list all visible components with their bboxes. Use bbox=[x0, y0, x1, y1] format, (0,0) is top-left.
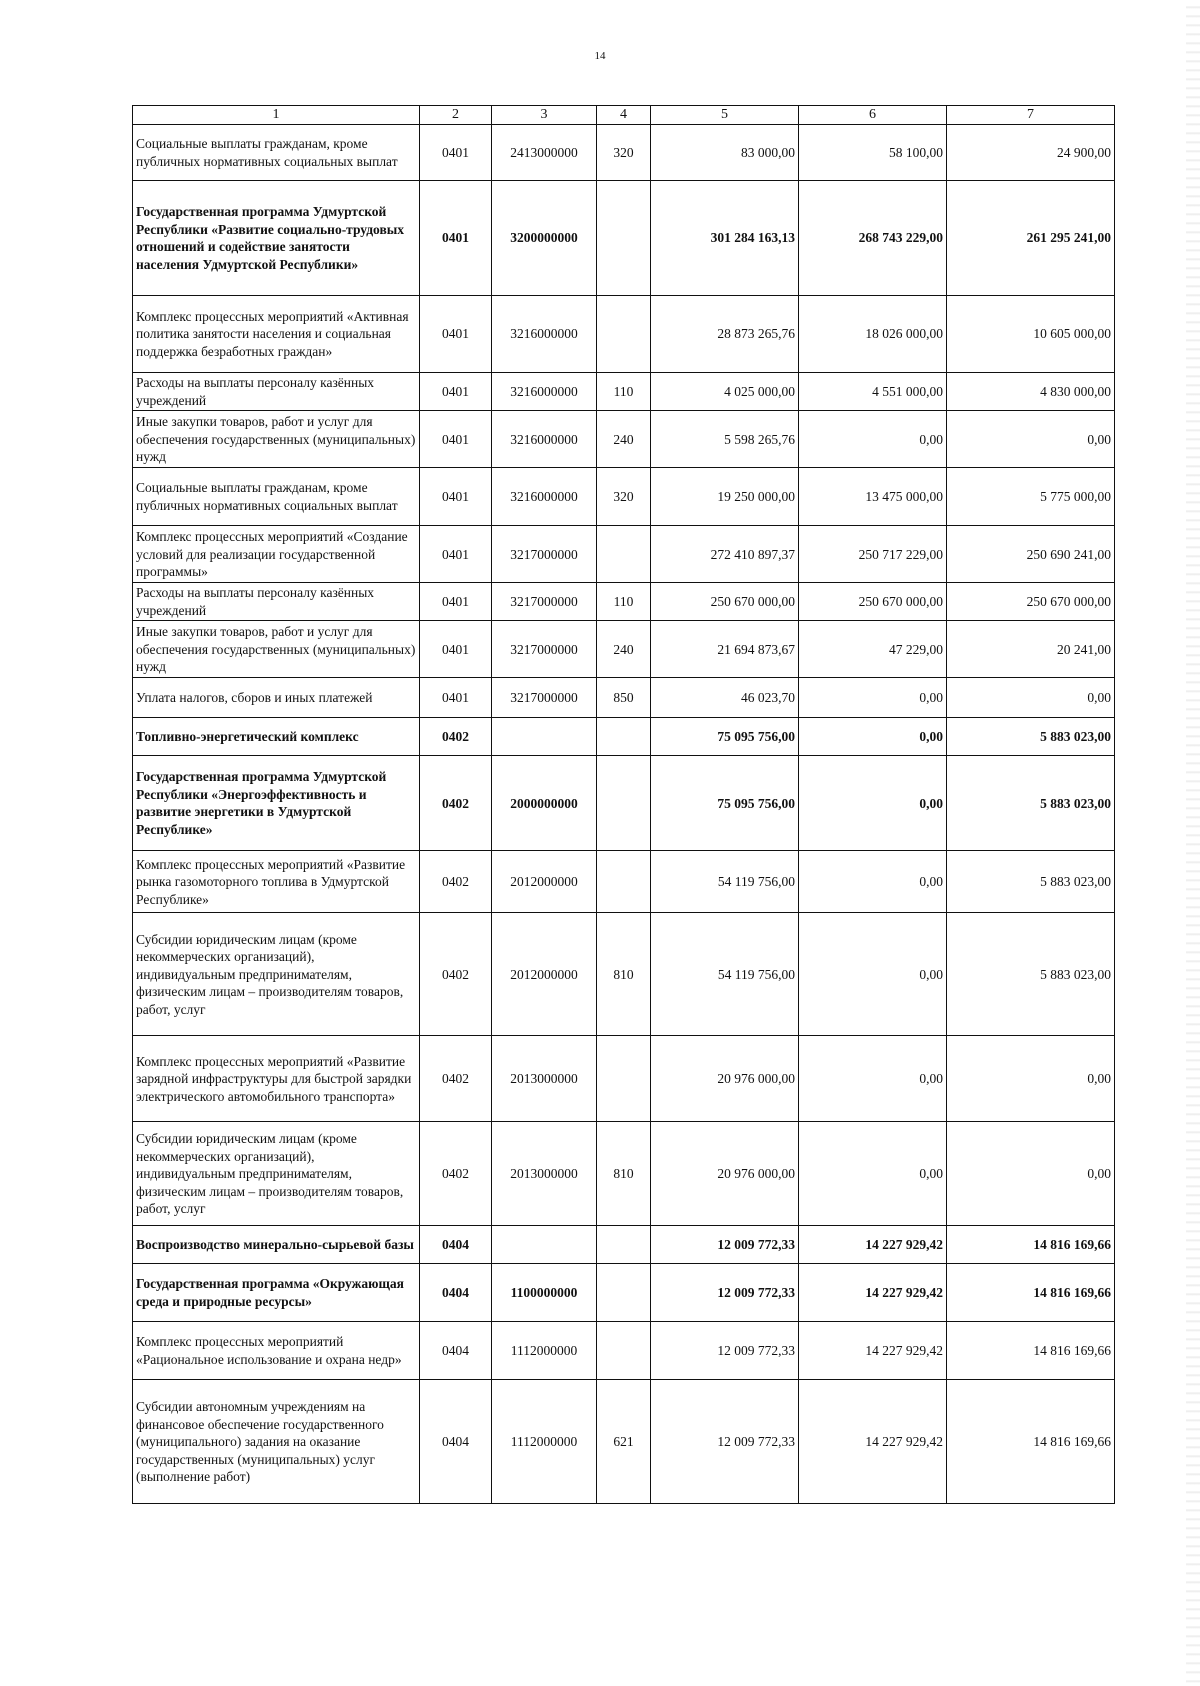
row-target-article: 3217000000 bbox=[492, 526, 597, 583]
row-amount-col5: 54 119 756,00 bbox=[651, 913, 799, 1036]
row-target-article: 3217000000 bbox=[492, 621, 597, 678]
row-amount-col7: 0,00 bbox=[947, 678, 1115, 718]
row-name: Воспроизводство минерально-сырьевой базы bbox=[133, 1226, 420, 1264]
row-section-code: 0402 bbox=[420, 851, 492, 913]
row-amount-col5: 4 025 000,00 bbox=[651, 373, 799, 411]
row-expense-type: 810 bbox=[597, 913, 651, 1036]
row-target-article bbox=[492, 718, 597, 756]
column-number-row bbox=[133, 106, 1115, 125]
row-target-article: 2013000000 bbox=[492, 1122, 597, 1226]
row-amount-col6: 0,00 bbox=[799, 913, 947, 1036]
row-section-code: 0401 bbox=[420, 621, 492, 678]
row-amount-col5: 12 009 772,33 bbox=[651, 1226, 799, 1264]
row-target-article: 1112000000 bbox=[492, 1322, 597, 1380]
table-row bbox=[133, 373, 1115, 411]
row-target-article: 2000000000 bbox=[492, 756, 597, 851]
table-row bbox=[133, 1036, 1115, 1122]
row-section-code: 0404 bbox=[420, 1226, 492, 1264]
row-name: Социальные выплаты гражданам, кроме публичных нормативных социальных выплат bbox=[133, 468, 420, 526]
row-target-article: 1100000000 bbox=[492, 1264, 597, 1322]
row-amount-col5: 12 009 772,33 bbox=[651, 1264, 799, 1322]
row-amount-col6: 0,00 bbox=[799, 851, 947, 913]
row-target-article: 3200000000 bbox=[492, 181, 597, 296]
row-amount-col5: 20 976 000,00 bbox=[651, 1036, 799, 1122]
row-amount-col6: 0,00 bbox=[799, 756, 947, 851]
row-name: Комплекс процессных мероприятий «Активная политика занятости населения и социальная поддержка безработных граждан» bbox=[133, 296, 420, 373]
row-section-code: 0401 bbox=[420, 296, 492, 373]
row-amount-col7: 250 690 241,00 bbox=[947, 526, 1115, 583]
row-amount-col7: 5 883 023,00 bbox=[947, 756, 1115, 851]
row-amount-col7: 0,00 bbox=[947, 411, 1115, 468]
row-section-code: 0401 bbox=[420, 125, 492, 181]
row-name: Субсидии автономным учреждениям на финансовое обеспечение государственного (муниципального) задания на оказание государственных (муниципальных) услуг (выполнение работ) bbox=[133, 1380, 420, 1504]
row-name: Субсидии юридическим лицам (кроме некоммерческих организаций), индивидуальным предпринимателям, физическим лицам – производителям товаров, работ, услуг bbox=[133, 913, 420, 1036]
row-amount-col6: 250 717 229,00 bbox=[799, 526, 947, 583]
table-row bbox=[133, 678, 1115, 718]
column-header-4: 4 bbox=[597, 106, 651, 125]
row-amount-col6: 14 227 929,42 bbox=[799, 1380, 947, 1504]
row-section-code: 0402 bbox=[420, 1036, 492, 1122]
column-header-3: 3 bbox=[492, 106, 597, 125]
row-amount-col6: 13 475 000,00 bbox=[799, 468, 947, 526]
row-amount-col6: 250 670 000,00 bbox=[799, 583, 947, 621]
row-amount-col5: 21 694 873,67 bbox=[651, 621, 799, 678]
row-amount-col5: 83 000,00 bbox=[651, 125, 799, 181]
row-amount-col7: 5 775 000,00 bbox=[947, 468, 1115, 526]
table-row bbox=[133, 621, 1115, 678]
row-amount-col7: 0,00 bbox=[947, 1122, 1115, 1226]
row-amount-col6: 47 229,00 bbox=[799, 621, 947, 678]
row-amount-col7: 14 816 169,66 bbox=[947, 1322, 1115, 1380]
row-expense-type bbox=[597, 756, 651, 851]
column-header-1: 1 bbox=[133, 106, 420, 125]
table-row bbox=[133, 756, 1115, 851]
row-amount-col6: 58 100,00 bbox=[799, 125, 947, 181]
row-amount-col5: 20 976 000,00 bbox=[651, 1122, 799, 1226]
row-expense-type bbox=[597, 296, 651, 373]
row-amount-col5: 5 598 265,76 bbox=[651, 411, 799, 468]
row-name: Комплекс процессных мероприятий «Создание условий для реализации государственной программы» bbox=[133, 526, 420, 583]
row-amount-col6: 0,00 bbox=[799, 678, 947, 718]
row-name: Уплата налогов, сборов и иных платежей bbox=[133, 678, 420, 718]
row-amount-col6: 14 227 929,42 bbox=[799, 1264, 947, 1322]
row-expense-type: 320 bbox=[597, 125, 651, 181]
row-target-article: 2413000000 bbox=[492, 125, 597, 181]
row-expense-type: 621 bbox=[597, 1380, 651, 1504]
row-name: Расходы на выплаты персоналу казённых учреждений bbox=[133, 583, 420, 621]
row-amount-col6: 0,00 bbox=[799, 718, 947, 756]
table-row bbox=[133, 411, 1115, 468]
scan-edge-artifact bbox=[1186, 0, 1200, 1686]
row-amount-col6: 14 227 929,42 bbox=[799, 1322, 947, 1380]
row-amount-col7: 250 670 000,00 bbox=[947, 583, 1115, 621]
row-expense-type bbox=[597, 1036, 651, 1122]
row-amount-col5: 12 009 772,33 bbox=[651, 1380, 799, 1504]
row-target-article: 2012000000 bbox=[492, 913, 597, 1036]
row-amount-col5: 12 009 772,33 bbox=[651, 1322, 799, 1380]
row-amount-col5: 75 095 756,00 bbox=[651, 756, 799, 851]
row-name: Государственная программа Удмуртской Республики «Развитие социально-трудовых отношений и содействие занятости населения Удмуртской Республики» bbox=[133, 181, 420, 296]
row-section-code: 0402 bbox=[420, 1122, 492, 1226]
row-name: Социальные выплаты гражданам, кроме публичных нормативных социальных выплат bbox=[133, 125, 420, 181]
table-row bbox=[133, 296, 1115, 373]
row-section-code: 0401 bbox=[420, 583, 492, 621]
row-section-code: 0401 bbox=[420, 526, 492, 583]
row-expense-type: 240 bbox=[597, 411, 651, 468]
row-name: Государственная программа «Окружающая среда и природные ресурсы» bbox=[133, 1264, 420, 1322]
row-amount-col7: 14 816 169,66 bbox=[947, 1264, 1115, 1322]
row-name: Комплекс процессных мероприятий «Рациональное использование и охрана недр» bbox=[133, 1322, 420, 1380]
row-section-code: 0401 bbox=[420, 181, 492, 296]
table-row bbox=[133, 1122, 1115, 1226]
row-section-code: 0404 bbox=[420, 1264, 492, 1322]
table-row bbox=[133, 583, 1115, 621]
column-header-6: 6 bbox=[799, 106, 947, 125]
row-name: Субсидии юридическим лицам (кроме некоммерческих организаций), индивидуальным предпринимателям, физическим лицам – производителям товаров, работ, услуг bbox=[133, 1122, 420, 1226]
row-name: Иные закупки товаров, работ и услуг для обеспечения государственных (муниципальных) нужд bbox=[133, 411, 420, 468]
row-amount-col5: 19 250 000,00 bbox=[651, 468, 799, 526]
row-amount-col5: 46 023,70 bbox=[651, 678, 799, 718]
table-row bbox=[133, 1226, 1115, 1264]
row-expense-type bbox=[597, 181, 651, 296]
row-expense-type: 320 bbox=[597, 468, 651, 526]
column-header-2: 2 bbox=[420, 106, 492, 125]
row-section-code: 0401 bbox=[420, 678, 492, 718]
row-amount-col5: 75 095 756,00 bbox=[651, 718, 799, 756]
row-section-code: 0404 bbox=[420, 1322, 492, 1380]
table-body bbox=[133, 125, 1115, 1504]
row-amount-col7: 5 883 023,00 bbox=[947, 851, 1115, 913]
row-amount-col6: 0,00 bbox=[799, 1122, 947, 1226]
row-target-article bbox=[492, 1226, 597, 1264]
table-row bbox=[133, 1380, 1115, 1504]
row-expense-type bbox=[597, 1264, 651, 1322]
row-target-article: 3217000000 bbox=[492, 678, 597, 718]
row-target-article: 3216000000 bbox=[492, 468, 597, 526]
row-name: Расходы на выплаты персоналу казённых учреждений bbox=[133, 373, 420, 411]
row-name: Государственная программа Удмуртской Республики «Энергоэффективность и развитие энергетики в Удмуртской Республике» bbox=[133, 756, 420, 851]
table-row bbox=[133, 1322, 1115, 1380]
row-expense-type: 850 bbox=[597, 678, 651, 718]
row-target-article: 3217000000 bbox=[492, 583, 597, 621]
table-row bbox=[133, 125, 1115, 181]
row-expense-type bbox=[597, 718, 651, 756]
table-row bbox=[133, 468, 1115, 526]
row-target-article: 1112000000 bbox=[492, 1380, 597, 1504]
row-section-code: 0401 bbox=[420, 468, 492, 526]
row-amount-col6: 0,00 bbox=[799, 1036, 947, 1122]
row-name: Иные закупки товаров, работ и услуг для обеспечения государственных (муниципальных) нужд bbox=[133, 621, 420, 678]
row-section-code: 0402 bbox=[420, 756, 492, 851]
row-amount-col7: 10 605 000,00 bbox=[947, 296, 1115, 373]
row-expense-type bbox=[597, 1322, 651, 1380]
row-amount-col6: 18 026 000,00 bbox=[799, 296, 947, 373]
row-amount-col5: 54 119 756,00 bbox=[651, 851, 799, 913]
row-expense-type: 110 bbox=[597, 583, 651, 621]
row-amount-col7: 0,00 bbox=[947, 1036, 1115, 1122]
row-target-article: 3216000000 bbox=[492, 411, 597, 468]
row-name: Комплекс процессных мероприятий «Развитие зарядной инфраструктуры для быстрой зарядки электрического автомобильного транспорта» bbox=[133, 1036, 420, 1122]
row-amount-col5: 28 873 265,76 bbox=[651, 296, 799, 373]
row-amount-col7: 261 295 241,00 bbox=[947, 181, 1115, 296]
row-section-code: 0401 bbox=[420, 373, 492, 411]
column-header-7: 7 bbox=[947, 106, 1115, 125]
column-header-5: 5 bbox=[651, 106, 799, 125]
page-number: 14 bbox=[594, 50, 606, 62]
row-amount-col6: 4 551 000,00 bbox=[799, 373, 947, 411]
table-row bbox=[133, 526, 1115, 583]
row-section-code: 0402 bbox=[420, 913, 492, 1036]
row-amount-col7: 4 830 000,00 bbox=[947, 373, 1115, 411]
budget-table bbox=[132, 105, 1115, 1504]
row-amount-col7: 24 900,00 bbox=[947, 125, 1115, 181]
row-target-article: 2013000000 bbox=[492, 1036, 597, 1122]
table-row bbox=[133, 181, 1115, 296]
row-amount-col6: 14 227 929,42 bbox=[799, 1226, 947, 1264]
row-target-article: 3216000000 bbox=[492, 373, 597, 411]
row-amount-col6: 268 743 229,00 bbox=[799, 181, 947, 296]
row-amount-col5: 250 670 000,00 bbox=[651, 583, 799, 621]
row-target-article: 3216000000 bbox=[492, 296, 597, 373]
row-amount-col5: 272 410 897,37 bbox=[651, 526, 799, 583]
row-target-article: 2012000000 bbox=[492, 851, 597, 913]
row-expense-type: 240 bbox=[597, 621, 651, 678]
row-expense-type: 110 bbox=[597, 373, 651, 411]
table-row bbox=[133, 851, 1115, 913]
row-expense-type: 810 bbox=[597, 1122, 651, 1226]
table-row bbox=[133, 913, 1115, 1036]
row-section-code: 0401 bbox=[420, 411, 492, 468]
row-expense-type bbox=[597, 1226, 651, 1264]
table-row bbox=[133, 718, 1115, 756]
row-name: Топливно-энергетический комплекс bbox=[133, 718, 420, 756]
row-amount-col7: 14 816 169,66 bbox=[947, 1226, 1115, 1264]
row-section-code: 0402 bbox=[420, 718, 492, 756]
row-amount-col5: 301 284 163,13 bbox=[651, 181, 799, 296]
row-expense-type bbox=[597, 526, 651, 583]
row-amount-col7: 5 883 023,00 bbox=[947, 913, 1115, 1036]
row-section-code: 0404 bbox=[420, 1380, 492, 1504]
table-row bbox=[133, 1264, 1115, 1322]
row-amount-col7: 20 241,00 bbox=[947, 621, 1115, 678]
row-amount-col7: 14 816 169,66 bbox=[947, 1380, 1115, 1504]
row-amount-col7: 5 883 023,00 bbox=[947, 718, 1115, 756]
row-name: Комплекс процессных мероприятий «Развитие рынка газомоторного топлива в Удмуртской Республике» bbox=[133, 851, 420, 913]
row-expense-type bbox=[597, 851, 651, 913]
row-amount-col6: 0,00 bbox=[799, 411, 947, 468]
